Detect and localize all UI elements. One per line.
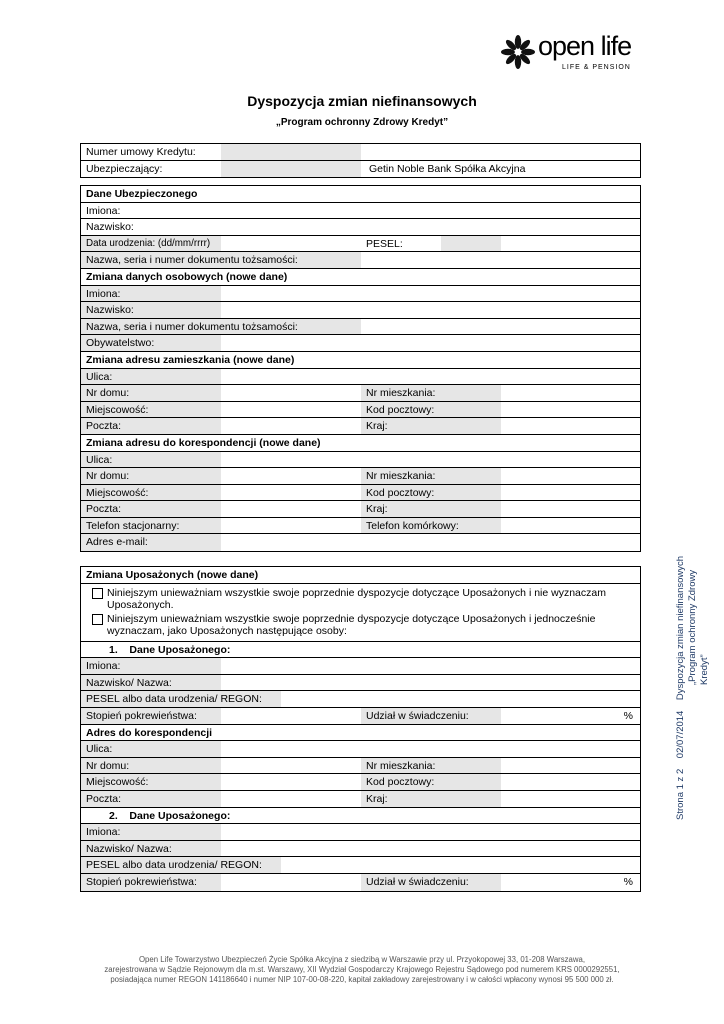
b1-city-label: Miejscowość: <box>86 776 149 789</box>
logo-text: open life <box>538 31 632 61</box>
address-change-header: Zmiana adresu zamieszkania (nowe dane) <box>86 353 295 366</box>
corr-post-field[interactable] <box>221 501 361 517</box>
side-doc-program: „Program ochronny Zdrowy Kredyt” <box>687 569 710 685</box>
phone-field[interactable] <box>221 518 361 534</box>
side-date: 02/07/2014 <box>675 710 686 759</box>
corr-city-label: Miejscowość: <box>86 486 149 499</box>
b2-pesel-label: PESEL albo data urodzenia/ REGON: <box>86 859 262 872</box>
corr-country-label: Kraj: <box>366 503 388 516</box>
post-field[interactable] <box>221 418 361 434</box>
b1-house-no-field[interactable] <box>221 758 361 774</box>
option-new-beneficiaries-text: Niniejszym unieważniam wszystkie swoje poprzednie dyspozycje dotyczące Uposażonych i jednocześnie wyznaczam, jako Uposażonych następujące osoby: <box>107 612 596 638</box>
contract-number-field[interactable] <box>221 144 361 160</box>
beneficiaries-header: Zmiana Uposażonych (nowe dane) <box>86 569 259 581</box>
corr-street-field[interactable] <box>221 452 640 468</box>
flat-no-field[interactable] <box>501 385 640 401</box>
logo-subtext: LIFE & PENSION <box>562 64 631 71</box>
option-no-beneficiaries-text: Niniejszym unieważniam wszystkie swoje poprzednie dyspozycje dotyczące Uposażonych i nie wyznaczam Uposażonych. <box>107 586 606 612</box>
side-page-number: Strona 1 z 2 <box>675 768 686 820</box>
b1-flat-no-label: Nr mieszkania: <box>366 759 436 772</box>
checkbox-no-beneficiaries[interactable] <box>92 588 103 599</box>
b2-pesel-field[interactable] <box>281 857 640 873</box>
option-no-beneficiaries[interactable] <box>81 587 640 612</box>
corr-country-field[interactable] <box>501 501 640 517</box>
mobile-field[interactable] <box>501 518 640 534</box>
email-label: Adres e-mail: <box>86 536 148 549</box>
insured-header: Dane Ubezpieczonego <box>86 188 198 200</box>
beneficiary-options <box>81 584 640 642</box>
b1-city-field[interactable] <box>221 774 361 790</box>
footer-line-3: posiadająca numer REGON 141186640 i numer NIP 107-00-08-220, kapitał zakładowy zarejestrowany i w całości wpłacony wynosi 95 500 000 zł. <box>110 975 614 984</box>
corr-post-label: Poczta: <box>86 503 122 516</box>
b2-first-names-field[interactable] <box>221 824 640 840</box>
phone-label: Telefon stacjonarny: <box>86 519 180 532</box>
country-label: Kraj: <box>366 420 388 433</box>
b1-relation-label: Stopień pokrewieństwa: <box>86 709 197 722</box>
pesel-label: PESEL: <box>366 237 403 250</box>
footer <box>60 955 664 985</box>
house-no-label: Nr domu: <box>86 387 130 400</box>
city-field[interactable] <box>221 402 361 418</box>
b2-relation-field[interactable] <box>221 874 361 891</box>
zip-field[interactable] <box>501 402 640 418</box>
b1-country-label: Kraj: <box>366 792 388 805</box>
citizenship-label: Obywatelstwo: <box>86 337 155 350</box>
new-first-names-label: Imiona: <box>86 287 121 300</box>
beneficiary-1-header: 1. Dane Uposażonego: <box>109 643 231 656</box>
b1-name-label: Nazwisko/ Nazwa: <box>86 676 172 689</box>
id-doc-field[interactable] <box>361 252 640 268</box>
side-page-info <box>675 550 709 820</box>
option-new-beneficiaries[interactable] <box>81 613 640 638</box>
surname-label: Nazwisko: <box>86 221 134 234</box>
insurer-field-shade <box>221 161 361 178</box>
house-no-field[interactable] <box>221 385 361 401</box>
b2-first-names-label: Imiona: <box>86 826 121 839</box>
new-id-doc-field[interactable] <box>361 319 640 335</box>
b1-post-field[interactable] <box>221 791 361 807</box>
corr-city-field[interactable] <box>221 485 361 501</box>
new-surname-field[interactable] <box>221 302 640 318</box>
b1-first-names-field[interactable] <box>221 658 640 674</box>
flower-logo-icon <box>500 34 536 70</box>
b1-flat-no-field[interactable] <box>501 758 640 774</box>
post-label: Poczta: <box>86 420 122 433</box>
insurer-label: Ubezpieczający: <box>86 162 163 175</box>
pesel-field[interactable] <box>501 236 640 252</box>
first-names-label: Imiona: <box>86 204 121 217</box>
street-field[interactable] <box>221 369 640 385</box>
b1-street-field[interactable] <box>221 741 640 757</box>
mobile-label: Telefon komórkowy: <box>366 519 459 532</box>
b1-first-names-label: Imiona: <box>86 660 121 673</box>
document-subtitle: „Program ochronny Zdrowy Kredyt” <box>275 117 449 128</box>
b1-country-field[interactable] <box>501 791 640 807</box>
correspondence-change-header: Zmiana adresu do korespondencji (nowe dane) <box>86 436 321 449</box>
flat-no-label: Nr mieszkania: <box>366 387 436 400</box>
b1-name-field[interactable] <box>221 675 640 691</box>
b2-share-label: Udział w świadczeniu: <box>366 875 469 888</box>
first-names-field[interactable] <box>221 203 640 219</box>
new-id-doc-label: Nazwa, seria i numer dokumentu tożsamości: <box>86 320 298 333</box>
zip-label: Kod pocztowy: <box>366 403 435 416</box>
insurer-row <box>81 161 640 178</box>
beneficiary-2-header: 2. Dane Uposażonego: <box>109 809 231 822</box>
b1-pesel-label: PESEL albo data urodzenia/ REGON: <box>86 693 262 706</box>
b2-name-label: Nazwisko/ Nazwa: <box>86 842 172 855</box>
corr-house-no-label: Nr domu: <box>86 470 130 483</box>
company-logo <box>500 32 650 74</box>
b2-share-field[interactable] <box>501 874 640 891</box>
corr-house-no-field[interactable] <box>221 468 361 484</box>
contract-number-row <box>81 144 640 161</box>
id-doc-label: Nazwa, seria i numer dokumentu tożsamości: <box>86 254 298 267</box>
corr-zip-field[interactable] <box>501 485 640 501</box>
b1-pesel-field[interactable] <box>281 691 640 707</box>
b1-address-header: Adres do korespondencji <box>86 726 213 739</box>
b1-relation-field[interactable] <box>221 708 361 724</box>
personal-change-header: Zmiana danych osobowych (nowe dane) <box>86 270 288 283</box>
b2-percent-sign: % <box>623 875 633 888</box>
b1-percent-sign: % <box>623 709 633 722</box>
insurer-value: Getin Noble Bank Spółka Akcyjna <box>369 162 526 175</box>
footer-line-1: Open Life Towarzystwo Ubezpieczeń Życie Spółka Akcyjna z siedzibą w Warszawie przy ul. Przyokopowej 33, 01-208 Warszawa, <box>138 955 586 964</box>
insured-table <box>80 185 641 552</box>
surname-field[interactable] <box>221 219 640 235</box>
street-label: Ulica: <box>86 370 113 383</box>
birth-date-field[interactable] <box>221 236 361 252</box>
new-surname-label: Nazwisko: <box>86 304 134 317</box>
side-doc-title: Dyspozycja zmian niefinansowych <box>675 555 686 701</box>
birth-date-label: Data urodzenia: (dd/mm/rrrr) <box>86 237 211 249</box>
country-field[interactable] <box>501 418 640 434</box>
contract-table <box>80 143 641 178</box>
b2-relation-label: Stopień pokrewieństwa: <box>86 875 197 888</box>
corr-flat-no-field[interactable] <box>501 468 640 484</box>
corr-street-label: Ulica: <box>86 453 113 466</box>
city-label: Miejscowość: <box>86 403 149 416</box>
b1-share-label: Udział w świadczeniu: <box>366 709 469 722</box>
b2-name-field[interactable] <box>221 841 640 857</box>
b1-house-no-label: Nr domu: <box>86 759 130 772</box>
citizenship-field[interactable] <box>221 335 640 351</box>
checkbox-new-beneficiaries[interactable] <box>92 614 103 625</box>
b1-zip-label: Kod pocztowy: <box>366 776 435 789</box>
email-field[interactable] <box>221 534 640 551</box>
new-first-names-field[interactable] <box>221 286 640 302</box>
footer-line-2: zarejestrowana w Sądzie Rejonowym dla m.st. Warszawy, XII Wydział Gospodarczy Krajowego Rejestru Sądowego pod numerem KRS 0000292551, <box>104 965 620 974</box>
corr-flat-no-label: Nr mieszkania: <box>366 470 436 483</box>
document-title: Dyspozycja zmian niefinansowych <box>247 93 477 109</box>
b1-street-label: Ulica: <box>86 743 113 756</box>
b1-zip-field[interactable] <box>501 774 640 790</box>
corr-zip-label: Kod pocztowy: <box>366 486 435 499</box>
beneficiaries-table <box>80 566 641 892</box>
b1-share-field[interactable] <box>501 708 640 724</box>
b1-post-label: Poczta: <box>86 792 122 805</box>
contract-number-label: Numer umowy Kredytu: <box>86 146 196 158</box>
